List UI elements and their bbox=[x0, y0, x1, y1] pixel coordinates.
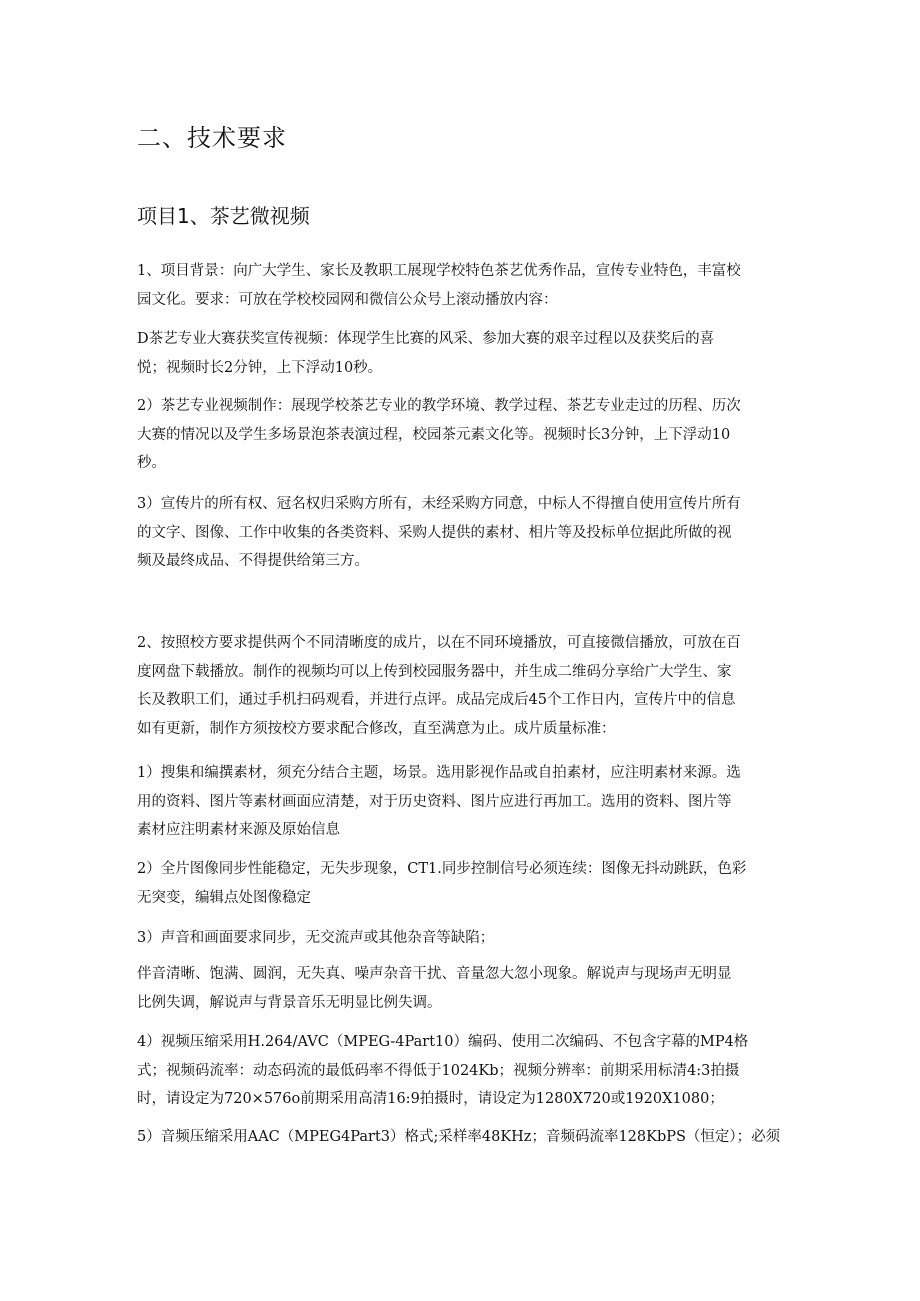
paragraph-line: 2）全片图像同步性能稳定，无失步现象，CT1.同步控制信号必须连续：图像无抖动跳跃，色彩 bbox=[137, 861, 747, 877]
paragraph-line: 3）声音和画面要求同步，无交流声或其他杂音等缺陷； bbox=[137, 930, 495, 946]
paragraph-line: 的文字、图像、工作中收集的各类资料、采购人提供的素材、相片等及投标单位据此所做的视 bbox=[137, 524, 732, 541]
paragraph-line: 大赛的情况以及学生多场景泡茶表演过程，校园茶元素文化等。视频时长3分钟，上下浮动10 bbox=[137, 426, 731, 443]
paragraph-line: 式；视频码流率：动态码流的最低码率不得低于1024Kb；视频分辨率：前期采用标清4:3拍摄 bbox=[137, 1062, 740, 1079]
paragraph-line: 如有更新，制作方须按校方要求配合修改，直至满意为止。成片质量标准： bbox=[137, 720, 616, 737]
paragraph-line: 4）视频压缩采用H.264/AVC（MPEG-4Part10）编码、使用二次编码、不包含字幕的MP4格 bbox=[137, 1034, 749, 1050]
paragraph-line: D茶艺专业大赛获奖宣传视频：体现学生比赛的风采、参加大赛的艰辛过程以及获奖后的喜 bbox=[137, 331, 715, 347]
paragraph-line: 2）茶艺专业视频制作：展现学校茶艺专业的教学环境、教学过程、茶艺专业走过的历程、历次 bbox=[137, 398, 741, 414]
paragraph bbox=[137, 392, 787, 478]
paragraph-line: 1）搜集和编撰素材，须充分结合主题，场景。选用影视作品或自拍素材，应注明素材来源。选 bbox=[137, 765, 741, 781]
paragraph-line: 比例失调，解说声与背景音乐无明显比例失调。 bbox=[137, 994, 442, 1011]
paragraph-line: 度网盘下载播放。制作的视频均可以上传到校园服务器中，并生成二维码分享给广大学生、家 bbox=[137, 663, 732, 680]
paragraph-line: 1、项目背景：向广大学生、家长及教职工展现学校特色茶艺优秀作品，宣传专业特色，丰富校 bbox=[137, 263, 741, 279]
paragraph-line: 秒。 bbox=[137, 455, 166, 471]
paragraph-line: 园文化。要求：可放在学校校园网和微信公众号上滚动播放内容： bbox=[137, 291, 558, 308]
paragraph bbox=[137, 1123, 787, 1152]
paragraph-line: 5）音频压缩采用AAC（MPEG4Part3）格式;采样率48KHz；音频码流率128KbPS（恒定）；必须 bbox=[137, 1129, 781, 1145]
paragraph-line: 长及教职工们，通过手机扫码观看，并进行点评。成品完成后45个工作日内，宣传片中的信息 bbox=[137, 692, 736, 708]
paragraph-line: 3）宣传片的所有权、冠名权归采购方所有，未经采购方同意，中标人不得擅自使用宣传片所有 bbox=[137, 496, 741, 512]
paragraph-line: 频及最终成品、不得提供给第三方。 bbox=[137, 553, 369, 569]
paragraph-line: 用的资料、图片等素材画面应清楚，对于历史资料、图片应进行再加工。选用的资料、图片等 bbox=[137, 793, 732, 810]
paragraph-line: 时，请设定为720×576o前期采用高清16:9拍摄时，请设定为1280X720或1920X1080； bbox=[137, 1091, 724, 1107]
paragraph-line: 伴音清晰、饱满、圆润，无失真、噪声杂音干扰、音量忽大忽小现象。解说声与现场声无明显 bbox=[137, 966, 732, 982]
section-heading: 二、技术要求 bbox=[137, 124, 287, 152]
paragraph bbox=[137, 490, 787, 576]
paragraph bbox=[137, 325, 787, 382]
paragraph bbox=[137, 960, 787, 1017]
paragraph bbox=[137, 1028, 787, 1114]
paragraph bbox=[137, 629, 787, 743]
paragraph-line: 悦；视频时长2分钟，上下浮动10秒。 bbox=[137, 359, 383, 376]
paragraph bbox=[137, 759, 787, 845]
paragraph-line: 2、按照校方要求提供两个不同清晰度的成片，以在不同环境播放，可直接微信播放，可放在百 bbox=[137, 635, 741, 651]
paragraph bbox=[137, 924, 787, 953]
paragraph bbox=[137, 855, 787, 912]
paragraph-line: 无突变，编辑点处图像稳定 bbox=[137, 889, 311, 906]
paragraph-line: 素材应注明素材来源及原始信息 bbox=[137, 822, 340, 838]
project-heading: 项目1、茶艺微视频 bbox=[137, 204, 310, 228]
paragraph bbox=[137, 257, 787, 314]
